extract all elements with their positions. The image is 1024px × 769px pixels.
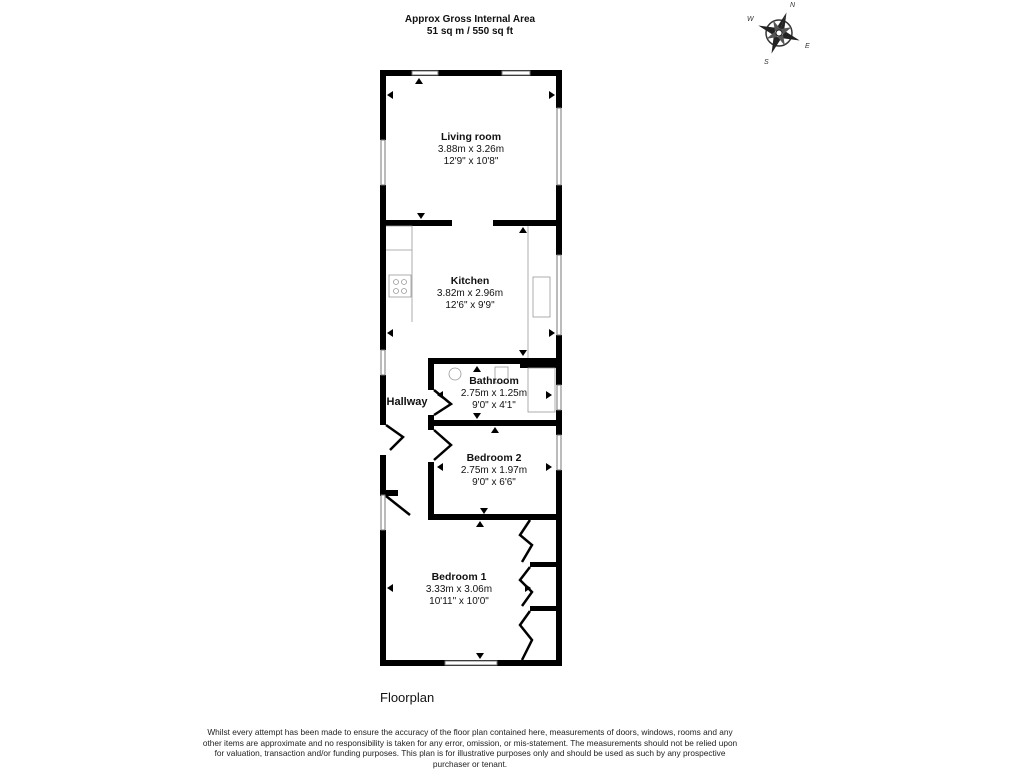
room-bathroom — [461, 375, 527, 412]
room-living-room — [438, 131, 504, 168]
room-metric: 3.88m x 3.26m — [437, 144, 505, 155]
area-value: 51 sq m / 550 sq ft — [426, 26, 514, 37]
compass-w: W — [747, 16, 754, 23]
compass-icon — [757, 11, 801, 55]
doors — [386, 390, 532, 660]
disclaimer: Whilst every attempt has been made to ensure the accuracy of the floor plan contained here, measurements of doors, windows, rooms and any other items are approximate and no responsibility is taken for any error, omission, or mis-statement. The measurements should not be relied upon for valuation, transaction and/or funding purposes. This plan is for illustrative purposes only and should be used as such by any prospective purchaser or tenant. — [202, 727, 738, 769]
room-kitchen — [437, 275, 503, 312]
room-imperial: 9'0" x 6'6" — [472, 477, 516, 488]
room-imperial: 9'0" x 4'1" — [472, 400, 516, 411]
room-metric: 2.75m x 1.25m — [460, 388, 528, 399]
room-imperial: 12'6" x 9'9" — [445, 300, 495, 311]
compass-e: E — [805, 43, 810, 50]
floor-label: Floorplan — [380, 690, 435, 705]
room-name: Bedroom 1 — [431, 571, 487, 583]
compass-s: S — [764, 59, 769, 66]
room-metric: 2.75m x 1.97m — [460, 465, 528, 476]
room-imperial: 10'11" x 10'0" — [429, 596, 489, 607]
room-metric: 3.82m x 2.96m — [436, 288, 504, 299]
compass-n: N — [790, 2, 796, 9]
room-bedroom-1 — [426, 571, 492, 608]
room-bedroom-2 — [461, 452, 527, 489]
room-hallway: Hallway — [386, 396, 428, 408]
room-name: Bathroom — [469, 375, 519, 387]
room-name: Living room — [440, 131, 502, 143]
room-name: Kitchen — [450, 275, 490, 287]
room-imperial: 12'9" x 10'8" — [443, 156, 499, 167]
room-metric: 3.33m x 3.06m — [425, 584, 493, 595]
room-name: Bedroom 2 — [466, 452, 522, 464]
area-title: Approx Gross Internal Area — [404, 14, 536, 25]
